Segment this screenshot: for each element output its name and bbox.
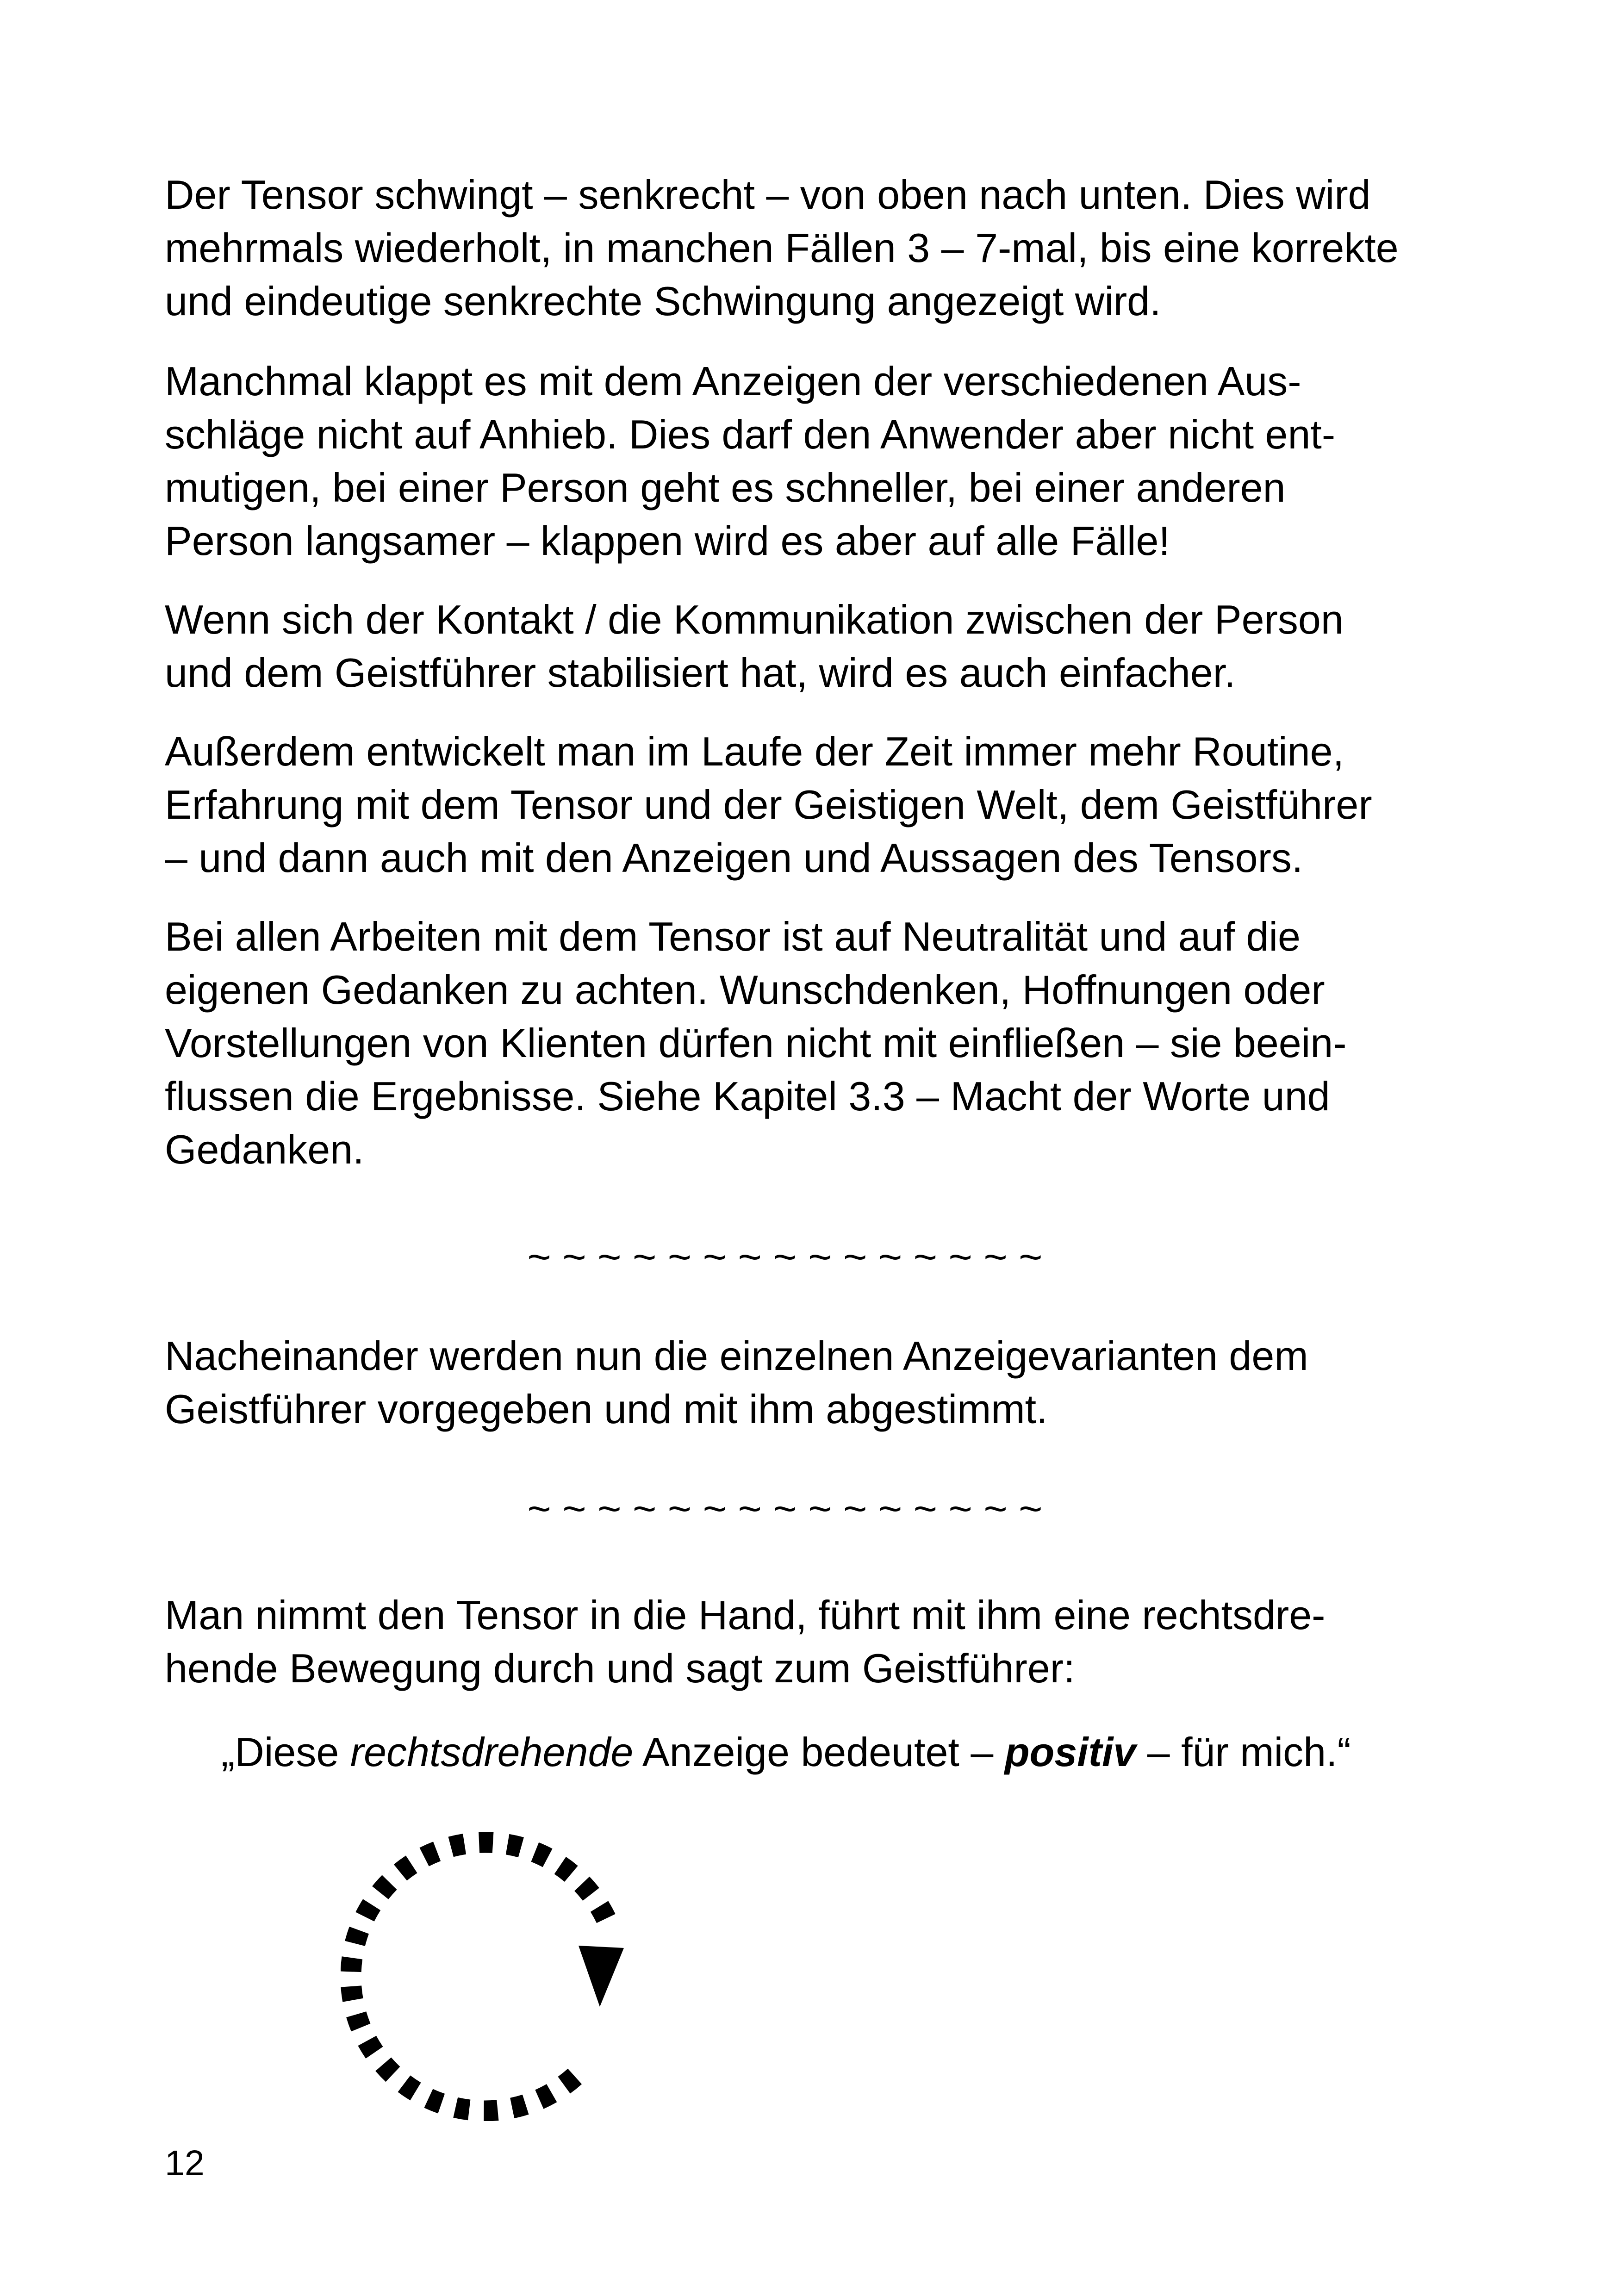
text-line: Vorstellungen von Klienten dürfen nicht mit einfließen – sie beein- (165, 1020, 1347, 1066)
paragraph (165, 1588, 1405, 1695)
text-line: – und dann auch mit den Anzeigen und Aussagen des Tensors. (165, 835, 1303, 881)
page-content (165, 0, 1405, 2182)
quote-line (165, 1725, 1405, 1779)
body-text (165, 168, 1405, 2121)
text-line: hende Bewegung durch und sagt zum Geistführer: (165, 1645, 1075, 1691)
tilde-separator: ~ ~ ~ ~ ~ ~ ~ ~ ~ ~ ~ ~ ~ ~ ~ (527, 1486, 1043, 1531)
text-line: mutigen, bei einer Person geht es schneller, bei einer anderen (165, 465, 1286, 510)
text-line: Nacheinander werden nun die einzelnen Anzeigevarianten dem (165, 1333, 1308, 1379)
text-line: Außerdem entwickelt man im Laufe der Zeit immer mehr Routine, (165, 728, 1344, 774)
text-line: Man nimmt den Tensor in die Hand, führt mit ihm eine rechtsdre- (165, 1592, 1326, 1638)
page-number: 12 (165, 2143, 205, 2183)
text-line: Wenn sich der Kontakt / die Kommunikation zwischen der Person (165, 597, 1344, 642)
paragraph (165, 168, 1405, 328)
text-line: mehrmals wiederholt, in manchen Fällen 3 – 7-mal, bis eine korrekte (165, 225, 1399, 271)
quote-segment: rechtsdrehende (350, 1729, 634, 1775)
paragraph (165, 355, 1405, 567)
quote-segment: „Diese (221, 1729, 350, 1775)
paragraph (165, 593, 1405, 699)
arrowhead-down-icon (579, 1946, 624, 2007)
text-line: Geistführer vorgegeben und mit ihm abgestimmt. (165, 1386, 1048, 1432)
paragraph (165, 725, 1405, 884)
quote-segment: positiv (1004, 1729, 1136, 1775)
text-line: Gedanken. (165, 1126, 364, 1172)
quote-segment: – für mich.“ (1136, 1729, 1351, 1775)
text-line: Person langsamer – klappen wird es aber auf alle Fälle! (165, 518, 1170, 564)
text-line: und eindeutige senkrechte Schwingung angezeigt wird. (165, 278, 1161, 324)
clockwise-rotation-diagram (165, 1832, 1405, 2121)
text-line: Bei allen Arbeiten mit dem Tensor ist auf Neutralität und auf die (165, 914, 1301, 959)
clockwise-rotation-icon (341, 1832, 629, 2121)
text-line: und dem Geistführer stabilisiert hat, wird es auch einfacher. (165, 650, 1236, 696)
text-line: Erfahrung mit dem Tensor und der Geistigen Welt, dem Geistführer (165, 782, 1372, 828)
dashed-circle-icon (351, 1842, 610, 2111)
text-line: Manchmal klappt es mit dem Anzeigen der verschiedenen Aus- (165, 358, 1301, 404)
tilde-separator: ~ ~ ~ ~ ~ ~ ~ ~ ~ ~ ~ ~ ~ ~ ~ (527, 1234, 1043, 1280)
text-line: flussen die Ergebnisse. Siehe Kapitel 3.3 – Macht der Worte und (165, 1073, 1330, 1119)
text-line: schläge nicht auf Anhieb. Dies darf den Anwender aber nicht ent- (165, 411, 1336, 457)
text-line: eigenen Gedanken zu achten. Wunschdenken, Hoffnungen oder (165, 967, 1325, 1013)
quote-segment: Anzeige bedeutet – (633, 1729, 1005, 1775)
paragraph (165, 1329, 1405, 1436)
paragraph (165, 910, 1405, 1176)
text-line: Der Tensor schwingt – senkrecht – von oben nach unten. Dies wird (165, 172, 1371, 218)
